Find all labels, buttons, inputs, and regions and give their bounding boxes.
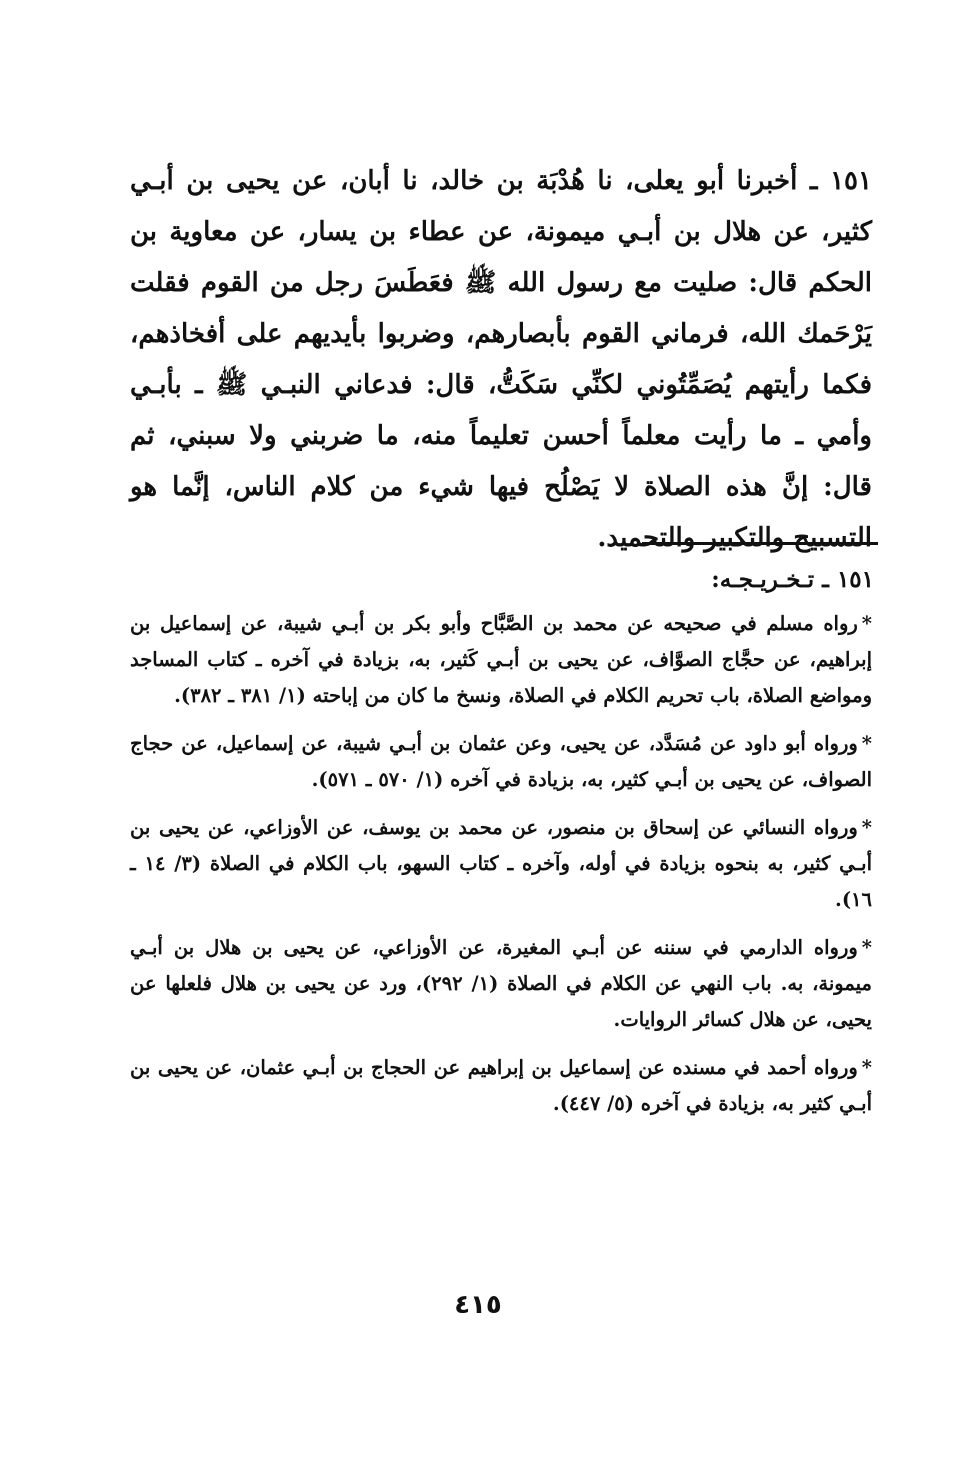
footnote-text: ورواه أبو داود عن مُسَدَّد، عن يحيى، وعن عثمان بن أبـي شيبة، عن إسماعيل، عن حجاج الصواف، عن يحيى بن أبـي كثير، به، بزيادة في آخره (١/ ٥٧٠ ـ ٥٧١).: [130, 732, 872, 791]
footnote-divider: [642, 542, 878, 545]
hadith-paragraph: ١٥١ ـ أخبرنا أبو يعلى، نا هُدْبَة بن خالد، نا أبان، عن يحيى بن أبـي كثير، عن هلال بن أبـي ميمونة، عن عطاء بن يسار، عن معاوية بن الحكم قال: صليت مع رسول الله ﷺ فعَطَسَ رجل من القوم فقلت يَرْحَمك الله، فرماني القوم بأبصارهم، وضربوا بأيديهم على أفخاذهم، فكما رأيتهم يُصَمِّتُوني لكنِّي سَكَتُّ، قال: فدعاني النبـي ﷺ ـ بأبـي وأمي ـ ما رأيت معلماً أحسن تعليماً منه، ما ضربني ولا سبني، ثم قال: إنَّ هذه الصلاة لا يَصْلُح فيها شيء من كلام الناس، إنَّما هو التسبيح والتكبير والتحميد.: [130, 166, 872, 553]
footnote-star: *: [861, 816, 872, 839]
footnote-text: ورواه أحمد في مسنده عن إسماعيل بن إبراهيم عن الحجاج بن أبـي عثمان، عن يحيى بن أبـي كثير به، بزيادة في آخره (٥/ ٤٤٧).: [130, 1056, 872, 1115]
footnote-text: رواه مسلم في صحيحه عن محمد بن الصَّبَّاح وأبو بكر بن أبـي شيبة، عن إسماعيل بن إبراهيم، عن حجَّاج الصوَّاف، عن يحيى بن أبـي كَثير، به، بزيادة في آخره ـ كتاب المساجد ومواضع الصلاة، باب تحريم الكلام في الصلاة، ونسخ ما كان من إباحته (١/ ٣٨١ ـ ٣٨٢).: [130, 612, 872, 707]
takhrij-heading: ١٥١ ـ تـخـريـجـه:: [711, 566, 874, 593]
page-number: ٤١٥: [454, 1290, 502, 1320]
footnote-item: [130, 810, 872, 918]
footnote-star: *: [861, 936, 872, 959]
footnote-item: [130, 930, 872, 1038]
footnote-star: *: [861, 732, 872, 755]
footnote-star: *: [861, 612, 872, 635]
footnote-text: ورواه الدارمي في سننه عن أبـي المغيرة، عن الأوزاعي، عن يحيى بن هلال بن أبـي ميمونة، به. باب النهي عن الكلام في الصلاة (١/ ٢٩٢)، ورد عن يحيى بن هلال فلعلها عن يحيى، عن هلال كسائر الروايات.: [130, 936, 872, 1031]
footnote-text: ورواه النسائي عن إسحاق بن منصور، عن محمد بن يوسف، عن الأوزاعي، عن يحيى بن أبـي كثير، به بنحوه بزيادة في أوله، وآخره ـ كتاب السهو، باب الكلام في الصلاة (٣/ ١٤ ـ ١٦).: [130, 816, 872, 911]
footnote-item: [130, 726, 872, 798]
footnote-item: [130, 1050, 872, 1122]
footnote-item: [130, 606, 872, 714]
footnote-star: *: [861, 1056, 872, 1079]
takhrij-footnotes: [130, 606, 872, 1134]
